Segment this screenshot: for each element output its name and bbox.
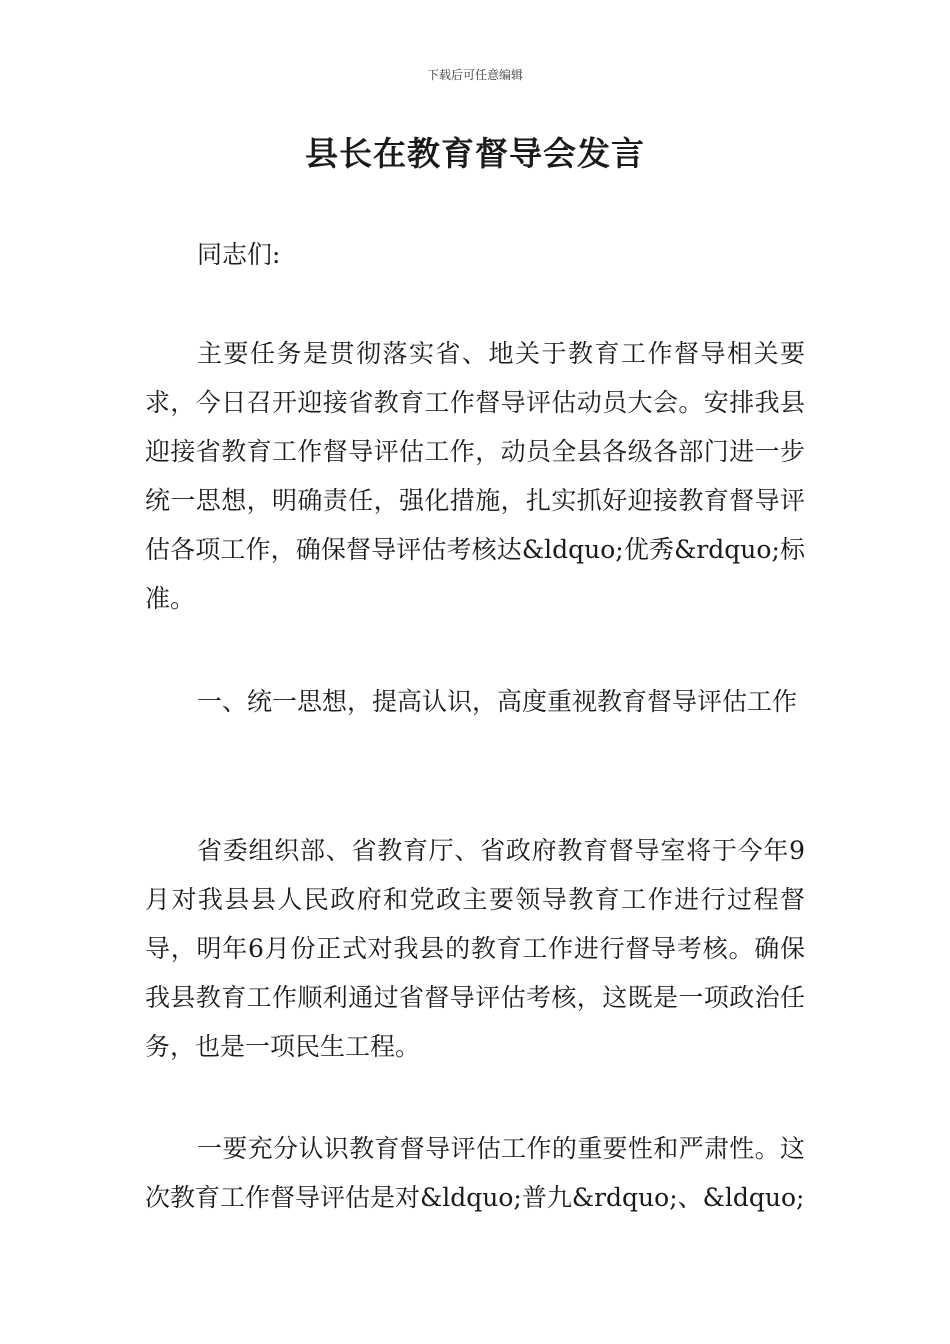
document-title: 县长在教育督导会发言 <box>305 134 645 173</box>
paragraph-schedule: 省委组织部、省教育厅、省政府教育督导室将于今年9月对我县县人民政府和党政主要领导教育工作进行过程督导，明年6月份正式对我县的教育工作进行督导考核。确保我县教育工作顺利通过省督导评估考核，这既是一项政治任务，也是一项民生工程。 <box>145 836 805 1061</box>
greeting: 同志们: <box>197 240 281 269</box>
paragraph-intro: 主要任务是贯彻落实省、地关于教育工作督导相关要求，今日召开迎接省教育工作督导评估动员大会。安排我县迎接省教育工作督导评估工作，动员全县各级各部门进一步统一思想，明确责任，强化措施，扎实抓好迎接教育督导评估各项工作，确保督导评估考核达&ldquo;优秀&rdquo;标准。 <box>145 339 805 613</box>
header-note: 下载后可任意编辑 <box>426 68 523 82</box>
section-heading-1: 一、统一思想，提高认识，高度重视教育督导评估工作 <box>197 687 798 716</box>
paragraph-importance: 一要充分认识教育督导评估工作的重要性和严肃性。这次教育工作督导评估是对&ldquo;普九&rdquo;、&ldquo; <box>145 1134 805 1212</box>
